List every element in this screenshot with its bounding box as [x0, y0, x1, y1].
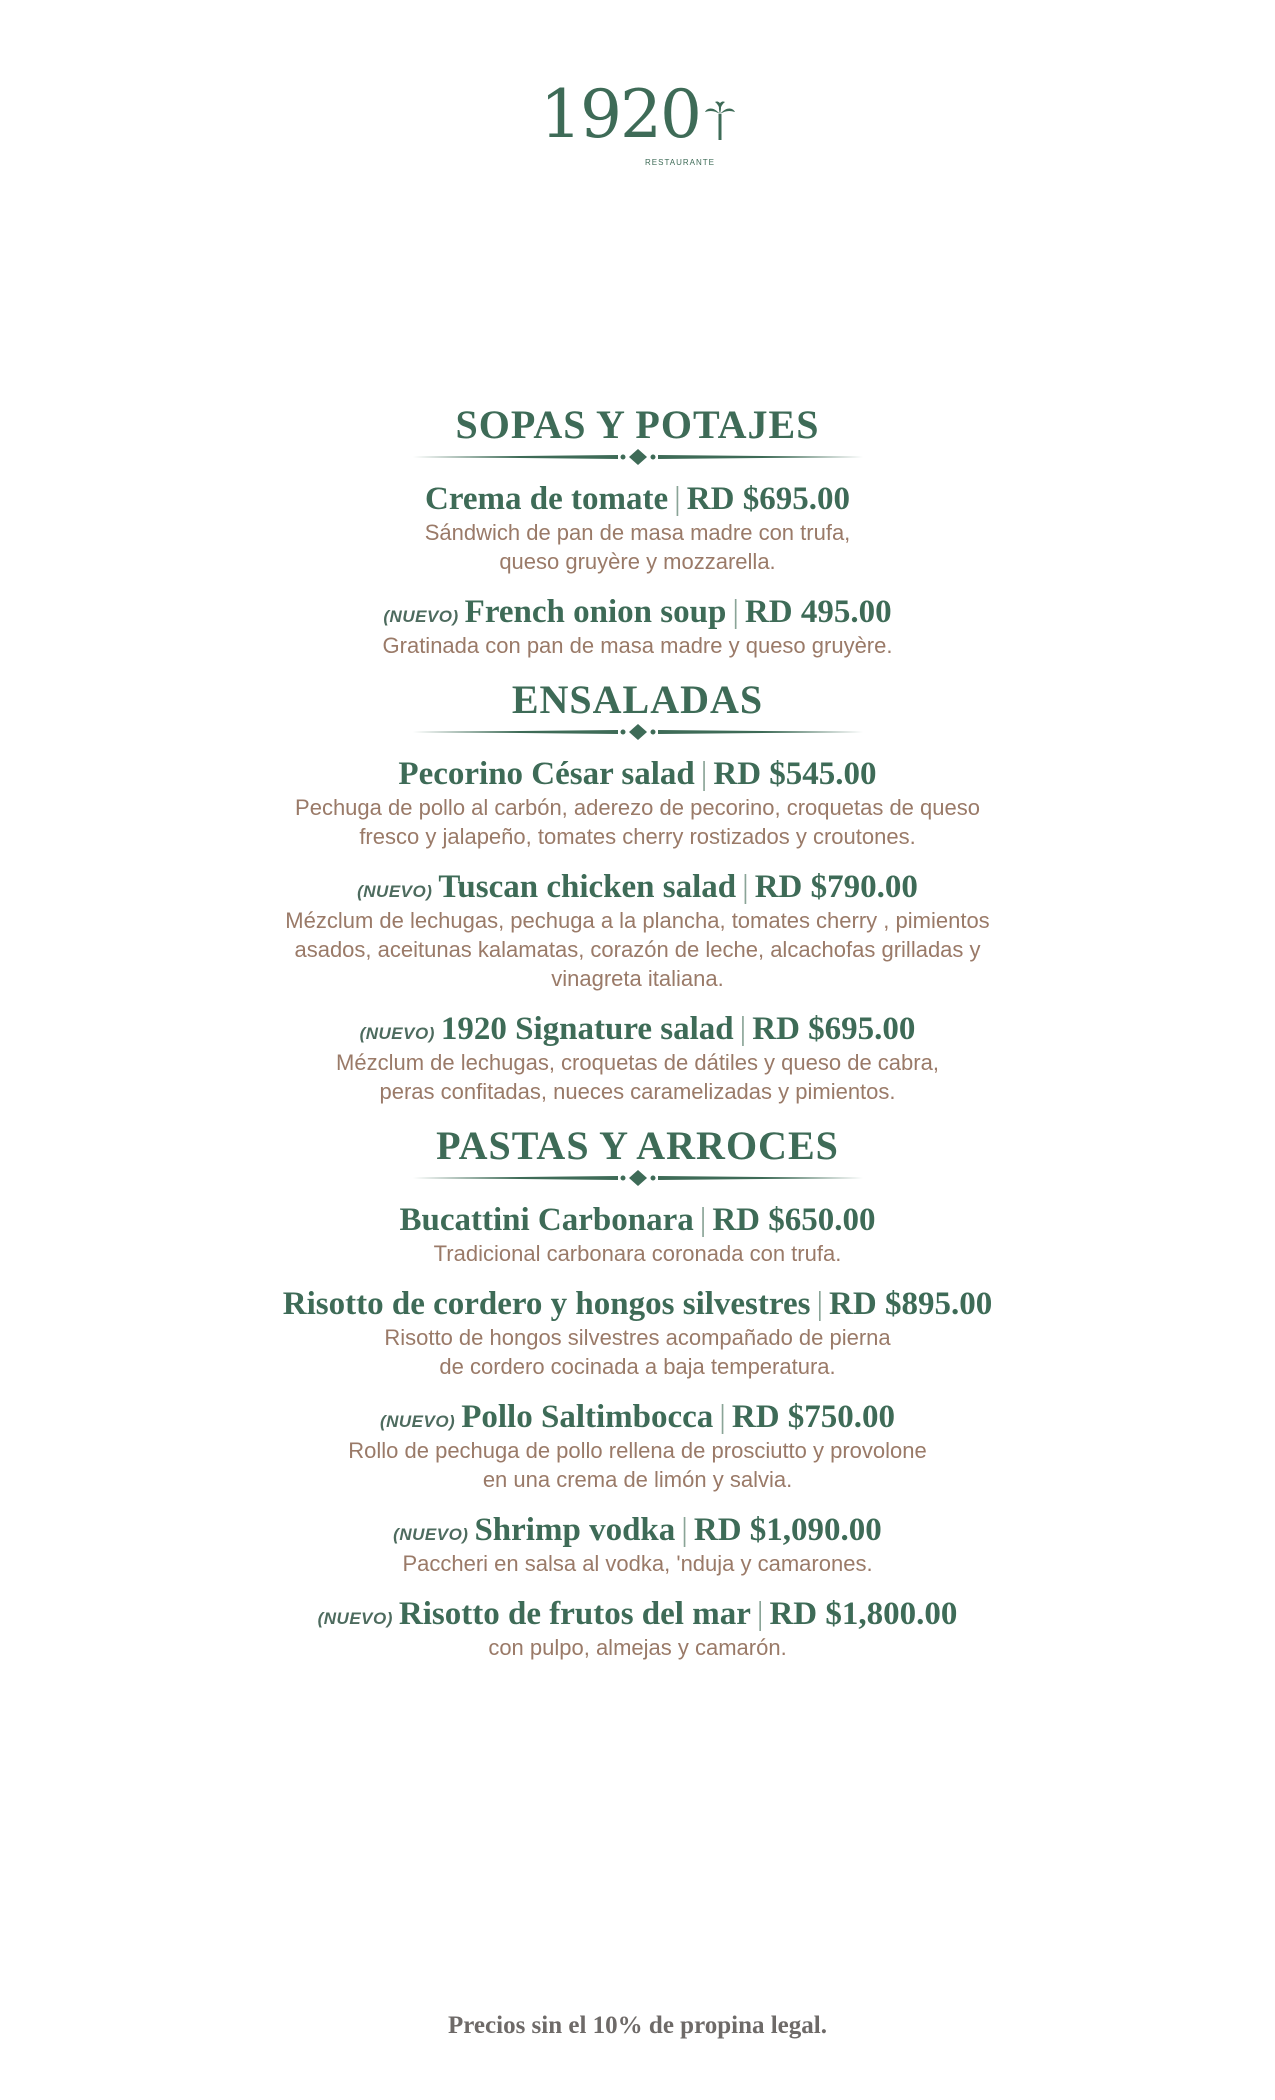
dish-name: French onion soup [464, 594, 727, 630]
price-separator: | [732, 594, 739, 630]
menu-item [0, 483, 1275, 576]
dish-price: RD $790.00 [754, 869, 918, 905]
dish-price: RD $1,800.00 [769, 1596, 958, 1632]
item-heading [0, 1013, 1275, 1046]
logo-subtitle: RESTAURANTE [645, 158, 715, 167]
dish-description [188, 1436, 1088, 1494]
new-badge: (NUEVO) [357, 882, 433, 901]
menu-item [0, 1401, 1275, 1494]
menu-section [0, 402, 1275, 660]
section-title: SOPAS Y POTAJES [455, 402, 820, 447]
dish-description [188, 518, 1088, 576]
palm-tree-icon [705, 100, 735, 140]
menu-items [0, 483, 1275, 660]
dish-description [188, 1549, 1088, 1578]
price-separator: | [700, 756, 708, 792]
dish-price: RD $695.00 [686, 481, 850, 517]
section-title: PASTAS Y ARROCES [436, 1123, 839, 1168]
price-separator: | [816, 1286, 824, 1322]
dish-name: Shrimp vodka [474, 1512, 676, 1548]
description-line: con pulpo, almejas y camarón. [488, 1635, 787, 1660]
menu-items [0, 758, 1275, 1106]
description-line: Mézclum de lechugas, croquetas de dátiles y queso de cabra, [336, 1050, 939, 1075]
description-line: Tradicional carbonara coronada con trufa. [433, 1241, 842, 1266]
ornamental-divider [413, 1168, 863, 1188]
item-heading [0, 596, 1275, 629]
menu-item [0, 1204, 1275, 1268]
dish-description [188, 1048, 1088, 1106]
dish-price: RD $1,090.00 [693, 1512, 882, 1548]
dish-price: RD $650.00 [712, 1202, 876, 1238]
price-separator: | [699, 1202, 707, 1238]
dish-name: Tuscan chicken salad [438, 869, 737, 905]
menu-item [0, 596, 1275, 660]
menu-item [0, 758, 1275, 851]
price-separator: | [719, 1399, 726, 1435]
dish-description [188, 631, 1088, 660]
price-separator: | [756, 1596, 764, 1632]
item-heading [0, 483, 1275, 516]
dish-name: Pecorino César salad [398, 756, 695, 792]
description-line: en una crema de limón y salvia. [482, 1467, 793, 1492]
item-heading [0, 1514, 1275, 1547]
tip-notice: Precios sin el 10% de propina legal. [448, 2012, 827, 2039]
new-badge: (NUEVO) [317, 1609, 393, 1628]
menu-item [0, 871, 1275, 993]
dish-price: RD $545.00 [713, 756, 877, 792]
dish-description [188, 1239, 1088, 1268]
menu-items [0, 1204, 1275, 1662]
dish-price: RD $695.00 [752, 1011, 916, 1047]
menu-item [0, 1514, 1275, 1578]
restaurant-logo [540, 76, 740, 190]
ornamental-divider [413, 447, 863, 467]
ornamental-divider [413, 722, 863, 742]
item-heading [0, 1204, 1275, 1237]
description-line: Paccheri en salsa al vodka, 'nduja y camarones. [402, 1551, 873, 1576]
menu-item [0, 1288, 1275, 1381]
menu-item [0, 1013, 1275, 1106]
dish-description [188, 793, 1088, 851]
description-line: Risotto de hongos silvestres acompañado de pierna [384, 1325, 891, 1350]
description-line: Rollo de pechuga de pollo rellena de prosciutto y provolone [348, 1438, 927, 1463]
dish-price: RD 495.00 [744, 594, 892, 630]
description-line: Mézclum de lechugas, pechuga a la plancha, tomates cherry , pimientos [285, 908, 990, 933]
item-heading [0, 758, 1275, 791]
menu-content [0, 402, 1275, 1682]
description-line: queso gruyère y mozzarella. [499, 549, 776, 574]
new-badge: (NUEVO) [383, 607, 459, 626]
price-separator: | [681, 1512, 688, 1548]
description-line: de cordero cocinada a baja temperatura. [439, 1354, 836, 1379]
description-line: peras confitadas, nueces caramelizadas y pimientos. [379, 1079, 896, 1104]
price-separator: | [742, 869, 749, 905]
menu-item [0, 1598, 1275, 1662]
section-title: ENSALADAS [511, 677, 764, 722]
logo-number: 1920 [540, 76, 700, 153]
description-line: Gratinada con pan de masa madre y queso gruyère. [382, 633, 893, 658]
dish-price: RD $895.00 [829, 1286, 993, 1322]
dish-name: Pollo Saltimbocca [461, 1399, 714, 1435]
dish-name: Risotto de cordero y hongos silvestres [282, 1286, 811, 1322]
item-heading [0, 1288, 1275, 1321]
menu-section [0, 677, 1275, 1106]
description-line: vinagreta italiana. [551, 966, 724, 991]
item-heading [0, 1598, 1275, 1631]
dish-name: Crema de tomate [425, 481, 669, 517]
dish-description [188, 906, 1088, 993]
item-heading [0, 871, 1275, 904]
menu-section [0, 1123, 1275, 1662]
dish-name: Bucattini Carbonara [399, 1202, 694, 1238]
dish-description [188, 1633, 1088, 1662]
new-badge: (NUEVO) [393, 1525, 469, 1544]
price-separator: | [739, 1011, 747, 1047]
item-heading [0, 1401, 1275, 1434]
description-line: fresco y jalapeño, tomates cherry rostizados y croutones. [359, 824, 916, 849]
price-separator: | [674, 481, 681, 517]
new-badge: (NUEVO) [379, 1412, 456, 1431]
description-line: asados, aceitunas kalamatas, corazón de leche, alcachofas grilladas y [294, 937, 981, 962]
description-line: Pechuga de pollo al carbón, aderezo de pecorino, croquetas de queso [295, 795, 980, 820]
dish-description [188, 1323, 1088, 1381]
dish-name: 1920 Signature salad [440, 1011, 734, 1047]
dish-price: RD $750.00 [731, 1399, 896, 1435]
new-badge: (NUEVO) [359, 1024, 435, 1043]
description-line: Sándwich de pan de masa madre con trufa, [424, 520, 851, 545]
dish-name: Risotto de frutos del mar [398, 1596, 751, 1632]
